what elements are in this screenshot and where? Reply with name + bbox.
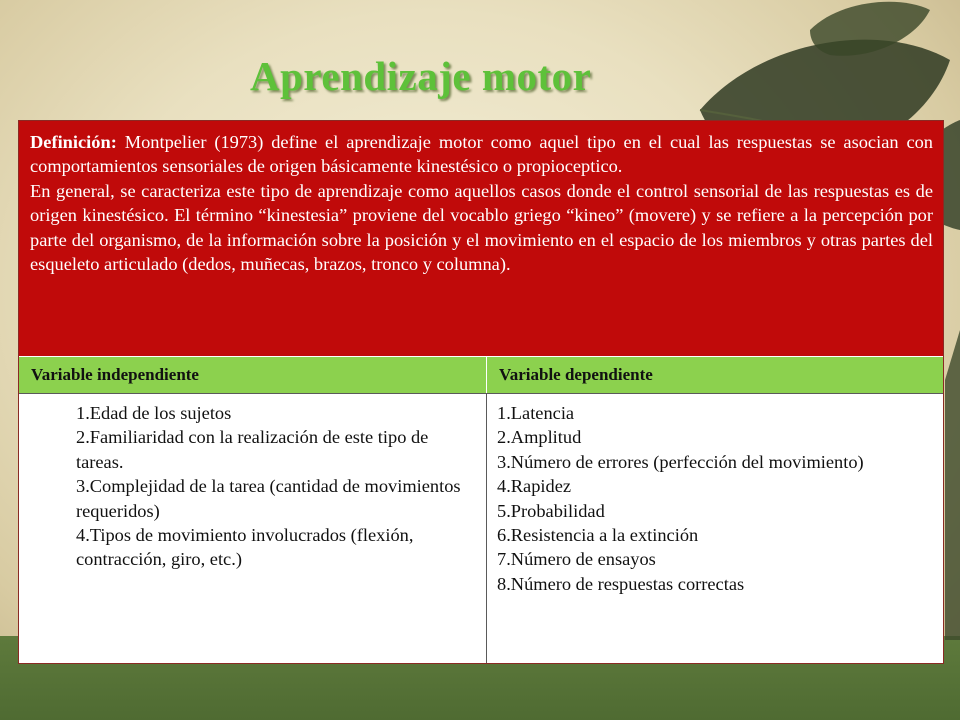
leaf-dark-right-bottom: [945, 330, 960, 640]
list-item: 4.Tipos de movimiento involucrados (flexión, contracción, giro, etc.): [76, 525, 414, 570]
dependent-list: [497, 401, 933, 596]
list-item: 3.Complejidad de la tarea (cantidad de movimientos requeridos): [76, 476, 461, 521]
definition-box: [19, 121, 943, 356]
list-item: 1.Edad de los sujetos: [76, 403, 232, 423]
list-item: 8.Número de respuestas correctas: [497, 573, 745, 594]
independent-variables-cell: [19, 394, 487, 663]
list-item: 5.Probabilidad: [497, 500, 605, 521]
definition-label: Definición:: [30, 132, 117, 152]
content-card: [18, 120, 944, 664]
header-independent: Variable independiente: [19, 357, 487, 393]
list-item: 6.Resistencia a la extinción: [497, 525, 699, 546]
independent-list: [76, 401, 474, 572]
dependent-variables-cell: [487, 394, 943, 663]
table-body-row: [19, 393, 943, 663]
definition-text-1: Montpelier (1973) define el aprendizaje motor como aquel tipo en el cual las respuestas se asocian con comportamientos sensoriales de origen básicamente kinestésico o propioceptico.: [30, 132, 933, 177]
list-item: 2.Amplitud: [497, 427, 582, 448]
slide-title: Aprendizaje motor: [250, 53, 592, 99]
list-item: 3.Número de errores (perfección del movimiento): [497, 451, 864, 472]
list-item: 2.Familiaridad con la realización de este tipo de tareas.: [76, 427, 429, 472]
list-item: 7.Número de ensayos: [497, 549, 656, 570]
definition-paragraph-1: [30, 130, 933, 179]
list-item: 1.Latencia: [497, 403, 575, 423]
table-header-row: [19, 356, 943, 393]
header-dependent: Variable dependiente: [499, 365, 653, 384]
list-item: 4.Rapidez: [497, 476, 572, 497]
definition-paragraph-2: En general, se caracteriza este tipo de aprendizaje como aquellos casos donde el control sensorial de las respuestas es de origen kinestésico. El término “kinestesia” proviene del vocablo griego “kineo” (movere) y se refiere a la percepción por parte del organismo, de la información sobre la posición y el movimiento en el espacio de los miembros y otras partes del esqueleto articulado (dedos, muñecas, brazos, tronco y columna).: [30, 180, 933, 275]
